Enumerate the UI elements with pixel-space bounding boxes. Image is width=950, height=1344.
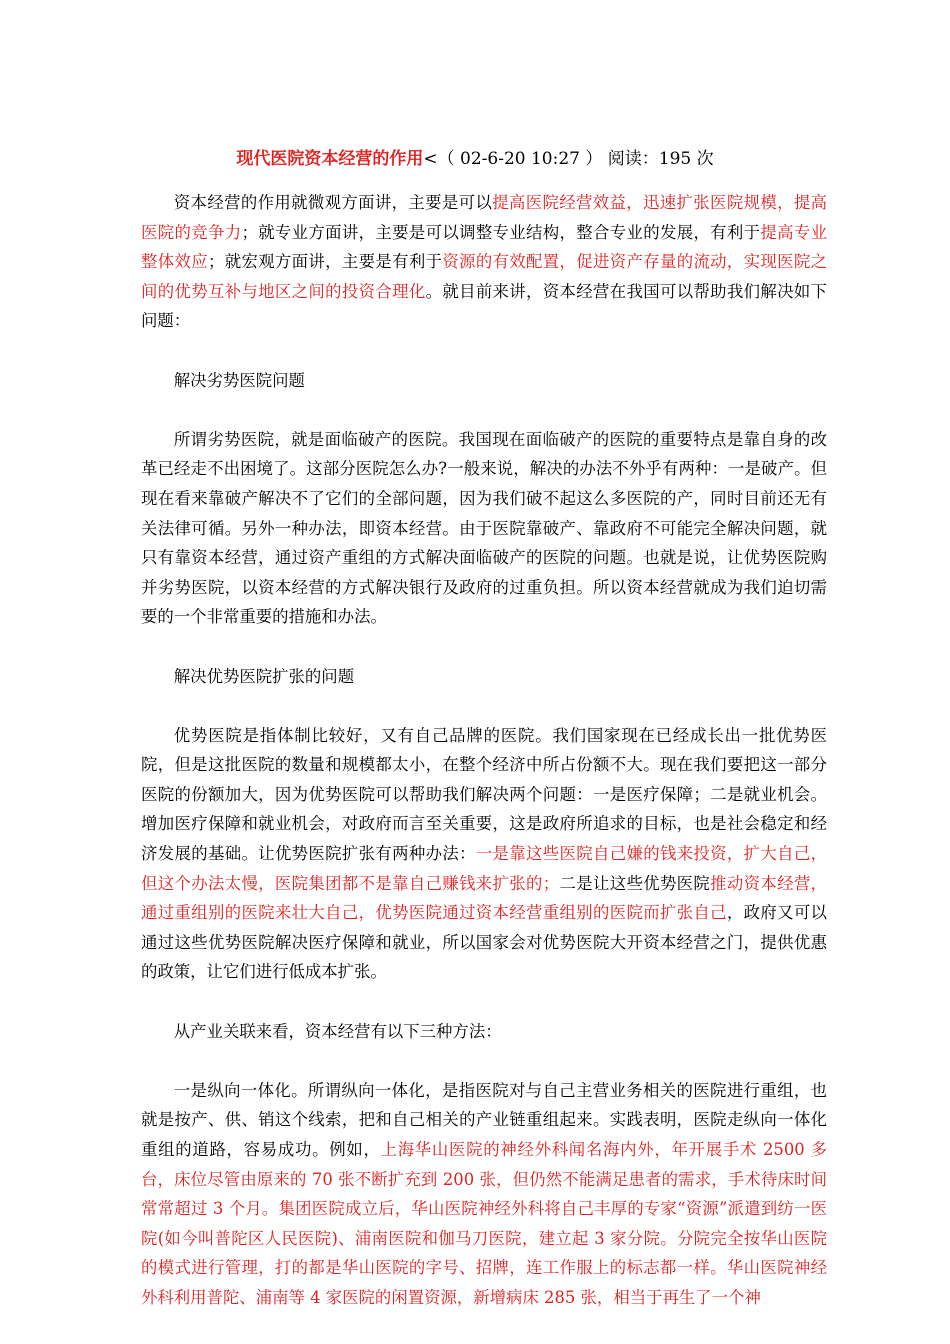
text-segment: ；就宏观方面讲，主要是有利于 <box>207 252 443 272</box>
text-segment: 优势医院是指体制比较好，又有自己品牌的医院。我们国家现在已经成长出一批优势医院，但是这批医院的数量和规模都太小，在整个经济中所占份额不大。现在我们要把这一部分医院的份额加大，因为优势医院可以帮助我们解决两个问题：一是医疗保障；二是就业机会。增加医疗保障和就业机会，对政府而言至关重要，这是政府所追求的目标，也是社会稳定和经济发展的基础。让优势医院扩张有两种办法： <box>141 725 827 864</box>
text-segment: 资本经营的作用就微观方面讲，主要是可以 <box>173 193 493 212</box>
text-segment: 一是纵向一体化。所谓纵向一体化，是指医院对与自己主营业务相关的医院进行重组，也就是按产、供、销这个线索，把和自己相关的产业链重组起来。实践表明，医院走纵向一体化重组的道路，容易成功。例如， <box>141 1080 827 1159</box>
document-body <box>141 188 827 1313</box>
paragraph-weak-hospitals <box>141 425 827 632</box>
highlight-segment: 推动资本经营，通过重组别的医院来壮大自己，优势医院通过资本经营重组别的医院而扩张自己 <box>141 873 828 923</box>
highlight-segment: 提高医院经营效益，迅速扩张医院规模，提高医院的竞争力 <box>141 193 827 242</box>
paragraph-industry-methods <box>141 1017 827 1047</box>
text-segment: ；就专业方面讲，主要是可以调整专业结构，整合专业的发展，有利于 <box>241 222 761 242</box>
text-segment: 解决优势医院扩张的问题 <box>173 666 355 686</box>
document-meta: <（ 02-6-20 10:27 ） 阅读：195 次 <box>423 149 714 169</box>
text-segment: 。就目前来讲，资本经营在我国可以帮助我们解决如下问题： <box>141 281 828 331</box>
paragraph-strong-hospitals <box>141 721 827 987</box>
document-header <box>0 147 950 171</box>
text-segment: 从产业关联来看，资本经营有以下三种方法： <box>173 1021 502 1041</box>
document-title: 现代医院资本经营的作用 <box>236 149 424 169</box>
highlight-segment: 一是靠这些医院自己嫌的钱来投资，扩大自己，但这个办法太慢，医院集团都不是靠自己赚钱来扩张的； <box>141 844 828 893</box>
highlight-segment: 上海华山医院的神经外科闻名海内外，年开展手术 2500 多台，床位尽管由原来的 70 张不断扩充到 200 张，但仍然不能满足患者的需求，手术待床时间常常超过 3 个月。集团医院成立后，华山医院神经外科将自己丰厚的专家“资源”派遣到纺一医院(如今叫普陀区人民医院)、浦南医院和伽马刀医院，建立起 3 家分院。分院完全按华山医院的模式进行管理，打的都是华山医院的字号、招牌，连工作服上的标志都一样。华山医院神经外科利用普陀、浦南等 4 家医院的闲置资源，新增病床 285 张，相当于再生了一个神 <box>141 1140 828 1307</box>
paragraph-intro <box>141 188 827 336</box>
highlight-segment: 资源的有效配置，促进资产存量的流动，实现医院之间的优势互补与地区之间的投资合理化 <box>141 252 828 301</box>
text-segment: 二是让这些优势医院 <box>559 873 711 893</box>
section-heading-weak-hospitals <box>141 366 827 396</box>
text-segment: ，政府又可以通过这些优势医院解决医疗保障和就业，所以国家会对优势医院大开资本经营之门，提供优惠的政策，让它们进行低成本扩张。 <box>141 903 827 982</box>
text-segment: 所谓劣势医院，就是面临破产的医院。我国现在面临破产的医院的重要特点是靠自身的改革已经走不出困境了。这部分医院怎么办?一般来说，解决的办法不外乎有两种：一是破产。但现在看来靠破产解决不了它们的全部问题，因为我们破不起这么多医院的产，同时目前还无有关法律可循。另外一种办法，即资本经营。由于医院靠破产、靠政府不可能完全解决问题，就只有靠资本经营，通过资产重组的方式解决面临破产的医院的问题。也就是说，让优势医院购并劣势医院，以资本经营的方式解决银行及政府的过重负担。所以资本经营就成为我们迫切需要的一个非常重要的措施和办法。 <box>141 429 827 627</box>
text-segment: 解决劣势医院问题 <box>173 370 305 390</box>
section-heading-strong-hospitals <box>141 662 827 692</box>
paragraph-vertical-integration <box>141 1076 827 1313</box>
highlight-segment: 提高专业整体效应 <box>141 222 828 272</box>
